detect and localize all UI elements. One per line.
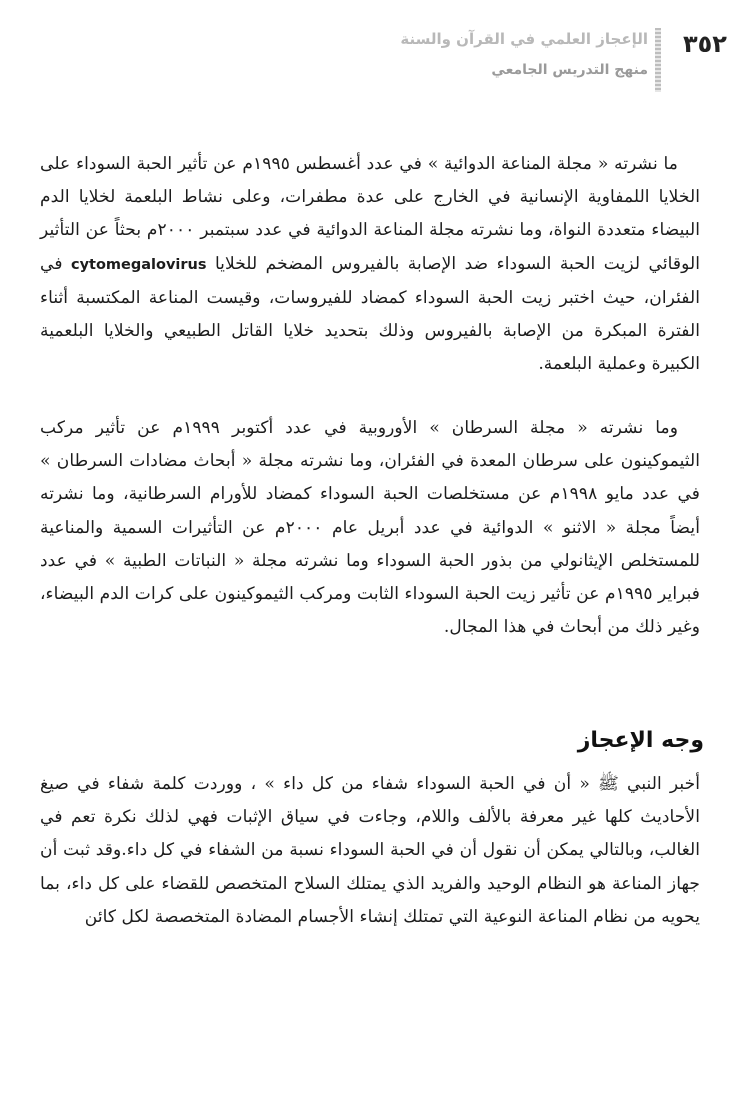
paragraph-1-part-b: في الفئران، حيث اختبر زيت الحبة السوداء كمضاد للفيروسات، وقيست المناعة المكتسبة أثناء الفترة المبكرة من الإصابة بالفيروس وذلك بتحديد خلايا القاتل الطبيعي والخلايا البلعمية الكبيرة وعملية البلعمة. xyxy=(40,253,700,375)
paragraph-2-text: وما نشرته « مجلة السرطان » الأوروبية في عدد أكتوبر ١٩٩٩م عن تأثير مركب الثيموكينون على سرطان المعدة في الفئران، وما نشرته مجلة « أبحاث مضادات السرطان » في عدد مايو ١٩٩٨م عن مستخلصات الحبة السوداء كمضاد للأورام السرطانية، وما نشرته أيضاً مجلة « الاثنو » الدوائية في عدد أبريل عام ٢٠٠٠م عن التأثيرات السمية والمناعية للمستخلص الإيثانولي من بذور الحبة السوداء وما نشرته مجلة « النباتات الطبية » في عدد فبراير ١٩٩٥م عن تأثير زيت الحبة السوداء الثابت ومركب الثيموكينون على كرات الدم البيضاء، وغير ذلك من أبحاث في هذا المجال. xyxy=(40,418,700,638)
page-number: ٣٥٢ xyxy=(683,30,727,58)
paragraph-1-text xyxy=(40,148,700,381)
paragraph-3-text: أخبر النبي ﷺ « أن في الحبة السوداء شفاء من كل داء » ، ووردت كلمة شفاء في صيغ الأحاديث كلها غير معرفة بالألف واللام، وجاءت في سياق الإثبات فهي لذلك نكرة تعم في الغالب، وبالتالي يمكن أن نقول أن في الحبة السوداء نسبة من الشفاء في كل داء.وقد ثبت أن جهاز المناعة هو النظام الوحيد والفريد الذي يمتلك السلاح المتخصص للقضاء على كل داء، بما يحويه من نظام المناعة النوعية التي تمتلك إنشاء الأجسام المضادة المتخصصة لكل كائن xyxy=(40,774,700,927)
running-header xyxy=(0,20,744,100)
paragraph-1-part-a: ما نشرته « مجلة المناعة الدوائية » في عدد أغسطس ١٩٩٥م عن تأثير الحبة السوداء على الخلايا اللمفاوية الإنسانية في الخارج على عدة مطفرات، وعلى نشاط البلعمة لخلايا الدم البيضاء متعددة النواة، وما نشرته مجلة المناعة الدوائية في عدد سبتمبر ٢٠٠٠م بحثاً عن التأثير الوقائي لزيت الحبة السوداء ضد الإصابة بالفيروس المضخم للخلايا xyxy=(40,154,701,274)
paragraph-3 xyxy=(40,768,700,934)
chapter-title: منهج التدريس الجامعي xyxy=(491,62,648,78)
book-title: الإعجاز العلمي في القرآن والسنة xyxy=(400,30,648,48)
paragraph-2 xyxy=(40,412,700,644)
header-divider xyxy=(655,28,661,92)
virus-name-latin: cytomegalovirus xyxy=(70,256,207,273)
section-heading: وجه الإعجاز xyxy=(577,728,704,753)
paragraph-1 xyxy=(40,148,700,381)
